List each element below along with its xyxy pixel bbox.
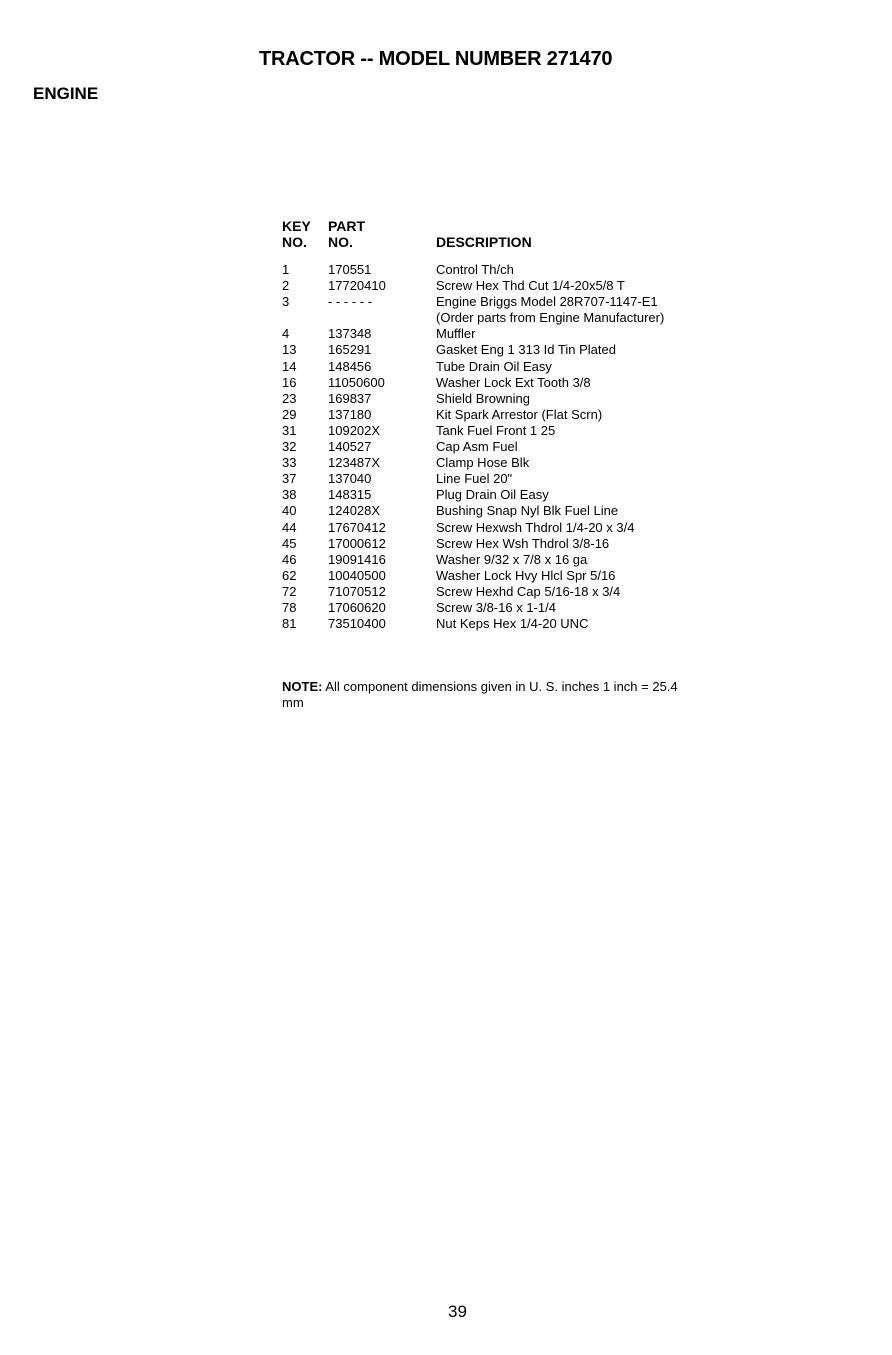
key-cell: 44 — [282, 519, 297, 535]
key-cell: 14 — [282, 358, 297, 374]
key-cell: 4 — [282, 326, 290, 342]
part-cell: 137348 — [328, 326, 372, 342]
table-row — [282, 278, 664, 294]
table-row — [282, 359, 664, 375]
table-row — [282, 407, 664, 423]
description-cell: Tank Fuel Front 1 25 — [436, 422, 556, 438]
table-body — [282, 262, 664, 632]
key-cell: 72 — [282, 583, 297, 599]
part-cell: 10040500 — [328, 567, 386, 583]
table-row — [282, 471, 664, 487]
key-cell: 29 — [282, 406, 297, 422]
table-row — [282, 568, 664, 584]
key-cell: 31 — [282, 422, 297, 438]
key-cell: 45 — [282, 535, 297, 551]
table-header-row-2 — [282, 234, 664, 252]
section-title: ENGINE — [33, 84, 99, 103]
part-cell: 148315 — [328, 487, 372, 503]
part-cell: 109202X — [328, 422, 381, 438]
part-cell: 11050600 — [328, 374, 385, 390]
description-cell: (Order parts from Engine Manufacturer) — [436, 310, 665, 326]
table-row — [282, 536, 664, 552]
description-cell: Shield Browning — [436, 390, 530, 406]
part-cell: 19091416 — [328, 551, 386, 567]
key-cell: 16 — [282, 374, 297, 390]
key-cell: 23 — [282, 390, 297, 406]
part-cell — [328, 310, 436, 326]
part-cell: 73510400 — [328, 616, 386, 632]
note-text: All component dimensions given in U. S. inches 1 inch = 25.4 mm — [282, 679, 678, 710]
key-cell: 46 — [282, 551, 297, 567]
table-row — [282, 439, 664, 455]
table-row — [282, 600, 664, 616]
part-cell: 169837 — [328, 390, 372, 406]
description-cell: Muffler — [436, 326, 476, 342]
table-row — [282, 503, 664, 519]
key-cell: 33 — [282, 455, 297, 471]
part-cell: 71070512 — [328, 583, 386, 599]
header-key: KEY — [282, 218, 311, 234]
description-cell: Screw 3/8-16 x 1-1/4 — [436, 599, 556, 615]
description-cell: Kit Spark Arrestor (Flat Scrn) — [436, 406, 603, 422]
part-cell: 17060620 — [328, 599, 386, 615]
table-row — [282, 294, 664, 310]
key-cell: 40 — [282, 503, 297, 519]
note — [282, 679, 702, 711]
key-cell: 1 — [282, 262, 290, 277]
part-cell: 124028X — [328, 503, 381, 519]
table-row — [282, 262, 664, 278]
table-row — [282, 342, 664, 358]
key-cell: 3 — [282, 294, 290, 310]
header-description: DESCRIPTION — [436, 234, 532, 250]
note-label: NOTE: — [282, 679, 323, 694]
part-cell: 137180 — [328, 406, 372, 422]
part-cell: 137040 — [328, 471, 372, 487]
key-cell — [282, 310, 328, 326]
parts-table — [282, 218, 664, 632]
description-cell: Gasket Eng 1 313 Id Tin Plated — [436, 342, 616, 358]
part-cell: - - - - - - — [328, 294, 373, 310]
part-cell: 17670412 — [328, 519, 386, 535]
key-cell: 38 — [282, 487, 297, 503]
table-row — [282, 455, 664, 471]
description-cell: Control Th/ch — [436, 262, 514, 277]
key-cell: 32 — [282, 439, 297, 455]
page-title: TRACTOR -- MODEL NUMBER 271470 — [259, 48, 613, 70]
header-part: PART — [328, 218, 366, 234]
table-row — [282, 375, 664, 391]
description-cell: Screw Hexwsh Thdrol 1/4-20 x 3/4 — [436, 519, 635, 535]
description-cell: Washer Lock Hvy Hlcl Spr 5/16 — [436, 567, 616, 583]
header-key-no: NO. — [282, 234, 307, 250]
table-row — [282, 552, 664, 568]
description-cell: Screw Hexhd Cap 5/16-18 x 3/4 — [436, 583, 621, 599]
description-cell: Cap Asm Fuel — [436, 439, 518, 455]
description-cell: Plug Drain Oil Easy — [436, 487, 549, 503]
description-cell: Washer 9/32 x 7/8 x 16 ga — [436, 551, 588, 567]
page-number: 39 — [448, 1302, 467, 1321]
description-cell: Engine Briggs Model 28R707-1147-E1 — [436, 294, 658, 310]
part-cell: 17720410 — [328, 278, 386, 294]
header-part-no: NO. — [328, 234, 353, 250]
description-cell: Bushing Snap Nyl Blk Fuel Line — [436, 503, 619, 519]
part-cell: 165291 — [328, 342, 372, 358]
part-cell: 148456 — [328, 358, 372, 374]
table-row — [282, 520, 664, 536]
table-row — [282, 423, 664, 439]
key-cell: 62 — [282, 567, 297, 583]
description-cell: Screw Hex Wsh Thdrol 3/8-16 — [436, 535, 610, 551]
table-row — [282, 616, 664, 632]
description-cell: Line Fuel 20" — [436, 471, 513, 487]
table-row — [282, 487, 664, 503]
part-cell: 140527 — [328, 439, 372, 455]
description-cell: Tube Drain Oil Easy — [436, 358, 552, 374]
part-cell: 170551 — [328, 262, 372, 277]
key-cell: 2 — [282, 278, 290, 294]
description-cell: Washer Lock Ext Tooth 3/8 — [436, 374, 591, 390]
table-header-row-1 — [282, 218, 664, 234]
key-cell: 13 — [282, 342, 297, 358]
part-cell: 17000612 — [328, 535, 386, 551]
key-cell: 78 — [282, 599, 297, 615]
description-cell: Nut Keps Hex 1/4-20 UNC — [436, 616, 589, 632]
table-row — [282, 326, 664, 342]
table-row — [282, 310, 664, 326]
table-row — [282, 584, 664, 600]
table-row — [282, 391, 664, 407]
description-cell: Screw Hex Thd Cut 1/4-20x5/8 T — [436, 278, 625, 294]
key-cell: 81 — [282, 616, 297, 632]
description-cell: Clamp Hose Blk — [436, 455, 530, 471]
key-cell: 37 — [282, 471, 297, 487]
part-cell: 123487X — [328, 455, 381, 471]
